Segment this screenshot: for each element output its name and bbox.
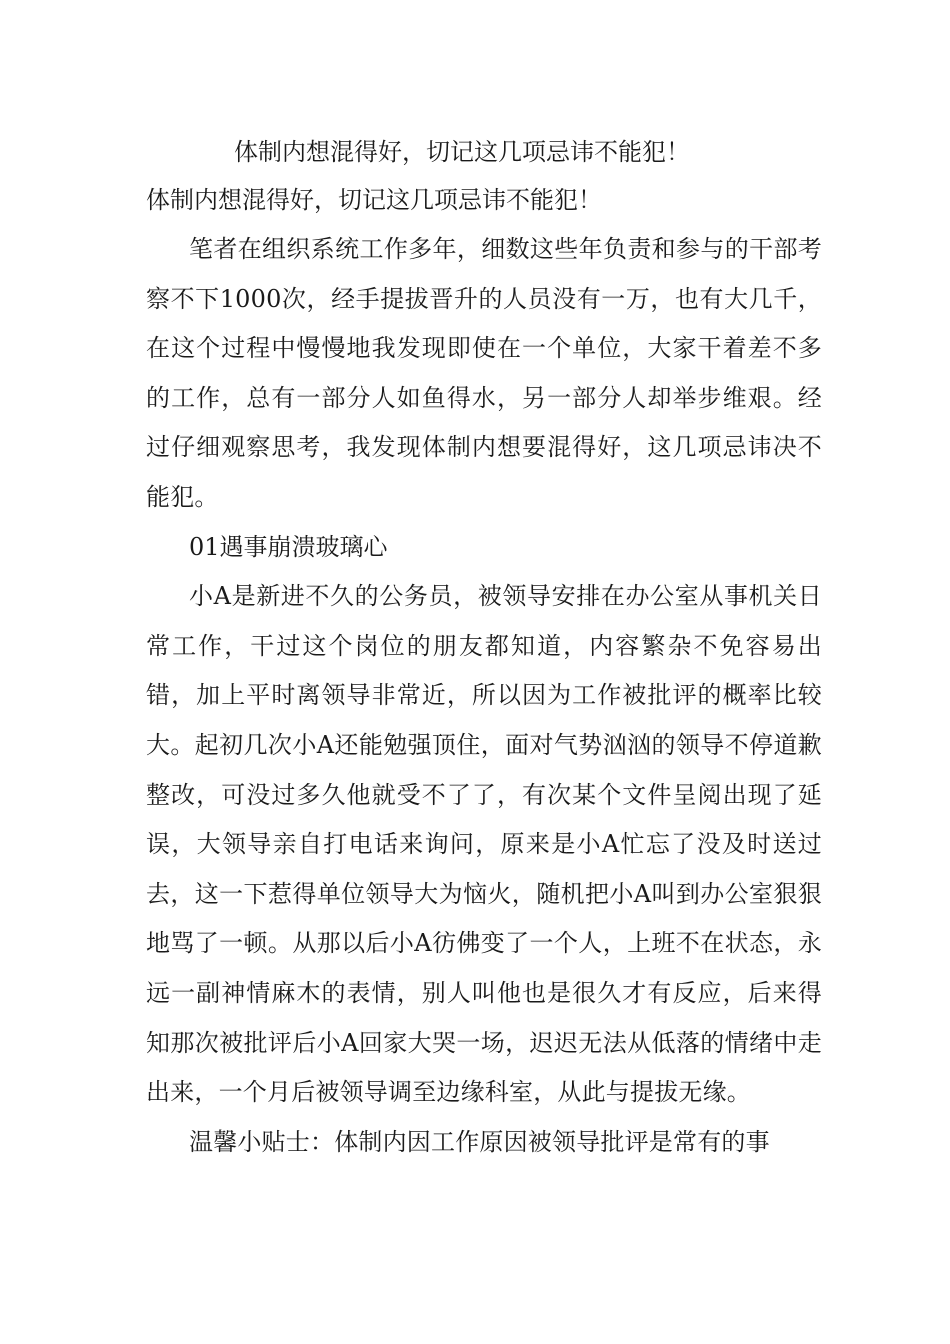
tip-paragraph: 温馨小贴士：体制内因工作原因被领导批评是常有的事 <box>189 1127 770 1156</box>
intro-paragraph: 笔者在组织系统工作多年，细数这些年负责和参与的干部考察不下1000次，经手提拔晋升的人员没有一万，也有大几千，在这个过程中慢慢地我发现即使在一个单位，大家干着差不多的工作，总有一部分人如鱼得水，另一部分人却举步维艰。经过仔细观察思考，我发现体制内想要混得好，这几项忌讳决不能犯。 <box>146 235 822 511</box>
document-body <box>146 128 822 1167</box>
section-heading-01: 01遇事崩溃玻璃心 <box>189 532 388 561</box>
story-paragraph: 小A是新进不久的公务员，被领导安排在办公室从事机关日常工作，干过这个岗位的朋友都知道，内容繁杂不免容易出错，加上平时离领导非常近，所以因为工作被批评的概率比较大。起初几次小A还能勉强顶住，面对气势汹汹的领导不停道歉整改，可没过多久他就受不了了，有次某个文件呈阅出现了延误，大领导亲自打电话来询问，原来是小A忙忘了没及时送过去，这一下惹得单位领导大为恼火，随机把小A叫到办公室狠狠地骂了一顿。从那以后小A彷佛变了一个人，上班不在状态，永远一副神情麻木的表情，别人叫他也是很久才有反应，后来得知那次被批评后小A回家大哭一场，迟迟无法从低落的情绪中走出来，一个月后被领导调至边缘科室，从此与提拔无缘。 <box>146 582 822 1107</box>
document-title: 体制内想混得好，切记这几项忌讳不能犯！ <box>234 138 690 166</box>
document-subtitle: 体制内想混得好，切记这几项忌讳不能犯！ <box>146 186 602 214</box>
